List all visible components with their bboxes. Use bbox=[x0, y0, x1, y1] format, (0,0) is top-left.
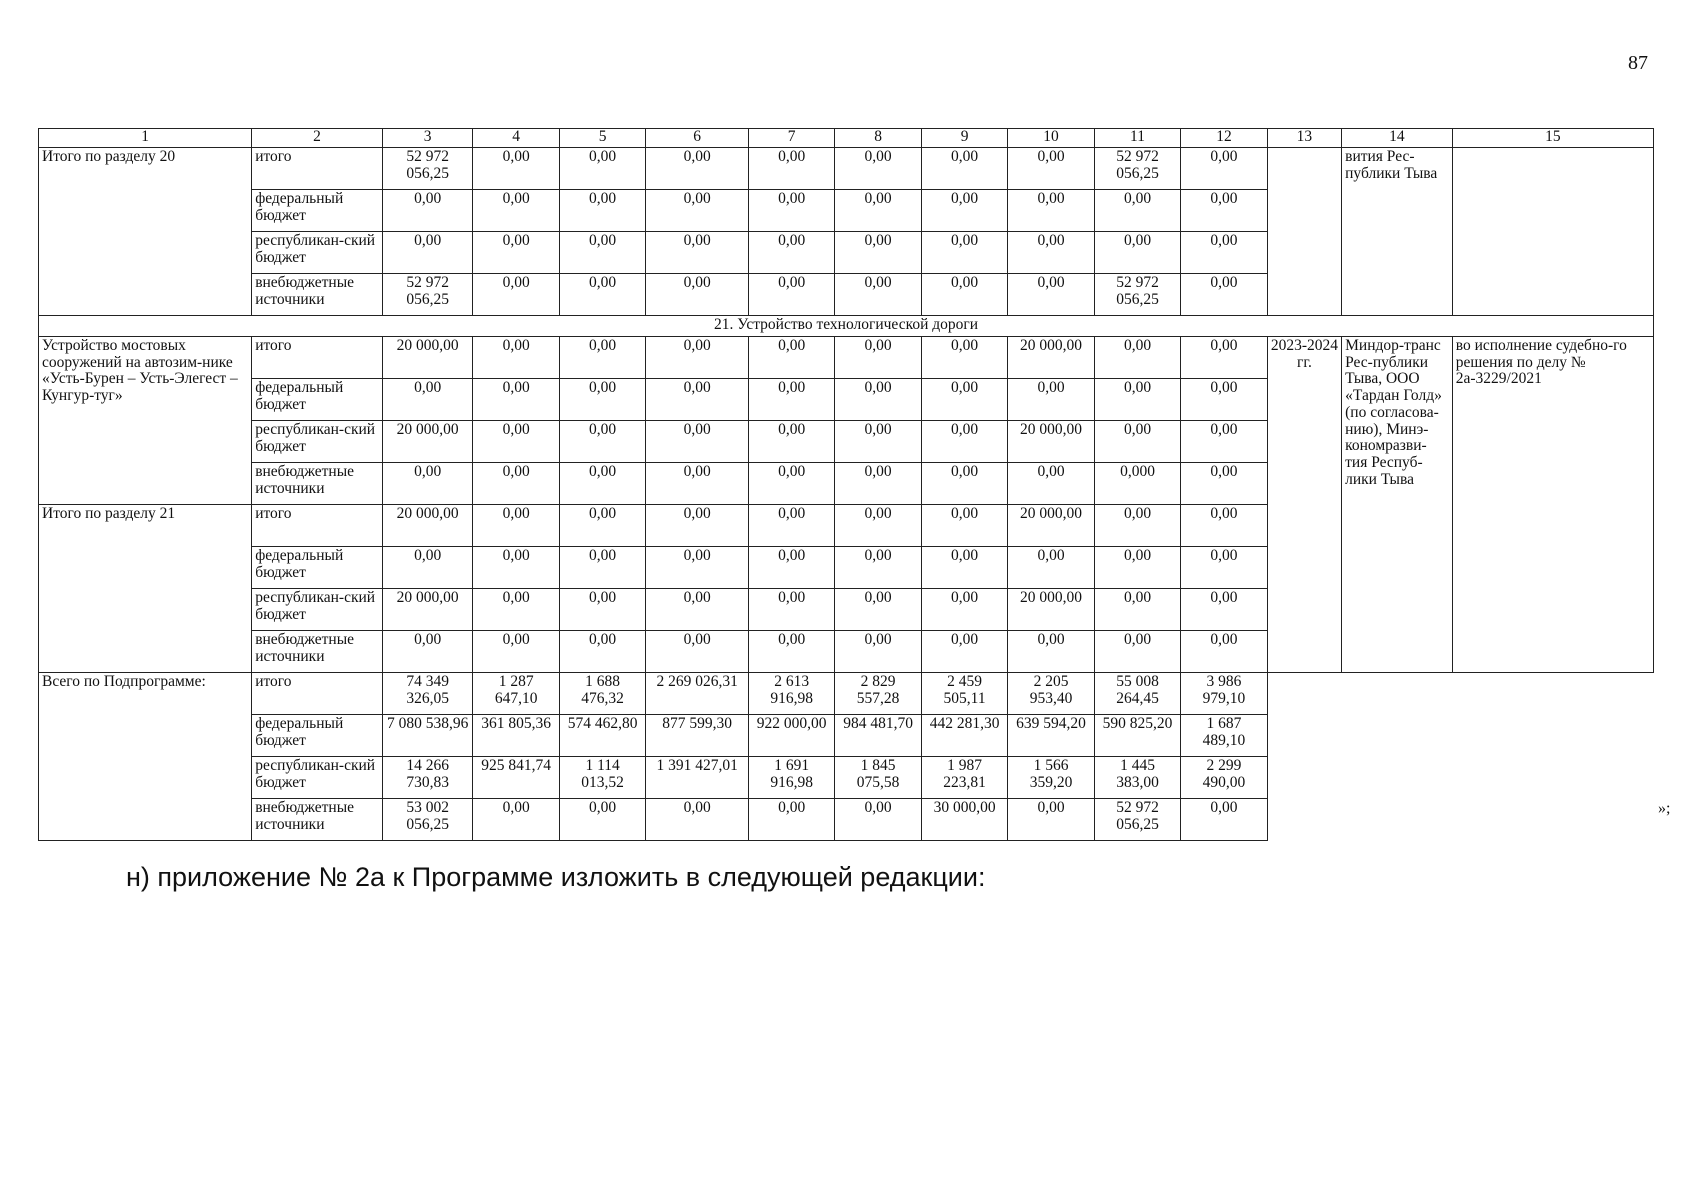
column-header: 15 bbox=[1452, 129, 1653, 148]
amount-cell: 0,00 bbox=[748, 232, 834, 274]
table-row bbox=[39, 148, 1654, 190]
amount-cell: 1 688 476,32 bbox=[559, 673, 645, 715]
instruction-text: н) приложение № 2а к Программе изложить в следующей редакции: bbox=[126, 862, 986, 892]
amount-cell: 0,00 bbox=[646, 337, 749, 379]
column-header: 10 bbox=[1008, 129, 1094, 148]
amount-cell: 0,00 bbox=[748, 274, 834, 316]
amount-cell: 0,00 bbox=[921, 547, 1007, 589]
amount-cell: 0,00 bbox=[473, 463, 559, 505]
amount-cell: 0,00 bbox=[748, 337, 834, 379]
amount-cell: 2 829 557,28 bbox=[835, 673, 921, 715]
funding-source: республикан-ский бюджет bbox=[252, 421, 383, 463]
amount-cell: 30 000,00 bbox=[921, 799, 1007, 841]
amount-cell: 1 987 223,81 bbox=[921, 757, 1007, 799]
period-cell: 2023-2024 гг. bbox=[1267, 337, 1341, 673]
amount-cell: 0,00 bbox=[646, 379, 749, 421]
column-header: 1 bbox=[39, 129, 252, 148]
amount-cell: 0,00 bbox=[835, 379, 921, 421]
row-label: Итого по разделу 21 bbox=[39, 505, 252, 673]
amount-cell: 0,00 bbox=[1094, 421, 1180, 463]
row-label: Устройство мостовых сооружений на автозим-нике «Усть-Бурен – Усть-Элегест – Кунгур-туг» bbox=[39, 337, 252, 505]
amount-cell: 0,00 bbox=[835, 589, 921, 631]
amount-cell: 1 287 647,10 bbox=[473, 673, 559, 715]
amount-cell: 20 000,00 bbox=[1008, 421, 1094, 463]
amount-cell: 0,00 bbox=[748, 463, 834, 505]
basis-cell: во исполнение судебно-го решения по делу № 2а-3229/2021 bbox=[1452, 337, 1653, 673]
funding-source: республикан-ский бюджет bbox=[252, 757, 383, 799]
amount-cell: 2 459 505,11 bbox=[921, 673, 1007, 715]
amount-cell: 0,00 bbox=[473, 232, 559, 274]
amount-cell: 0,00 bbox=[1181, 799, 1267, 841]
amount-cell: 0,00 bbox=[835, 631, 921, 673]
amount-cell: 0,00 bbox=[1094, 505, 1180, 547]
amount-cell: 1 445 383,00 bbox=[1094, 757, 1180, 799]
amount-cell: 0,00 bbox=[835, 232, 921, 274]
amount-cell: 3 986 979,10 bbox=[1181, 673, 1267, 715]
amount-cell: 0,00 bbox=[473, 379, 559, 421]
amount-cell: 0,00 bbox=[473, 589, 559, 631]
amount-cell: 0,00 bbox=[382, 190, 473, 232]
amount-cell: 0,00 bbox=[559, 379, 645, 421]
amount-cell: 0,00 bbox=[473, 799, 559, 841]
amount-cell: 0,00 bbox=[1094, 631, 1180, 673]
amount-cell: 52 972 056,25 bbox=[382, 148, 473, 190]
funding-source: внебюджетные источники bbox=[252, 463, 383, 505]
amount-cell: 0,00 bbox=[559, 631, 645, 673]
amount-cell: 0,00 bbox=[382, 547, 473, 589]
amount-cell: 0,00 bbox=[921, 379, 1007, 421]
amount-cell: 0,00 bbox=[559, 505, 645, 547]
amount-cell: 0,00 bbox=[1094, 379, 1180, 421]
column-header: 12 bbox=[1181, 129, 1267, 148]
amount-cell: 0,00 bbox=[559, 463, 645, 505]
amount-cell: 1 114 013,52 bbox=[559, 757, 645, 799]
amount-cell: 0,00 bbox=[1008, 631, 1094, 673]
amount-cell: 0,00 bbox=[473, 190, 559, 232]
amount-cell: 0,00 bbox=[646, 232, 749, 274]
period-cell bbox=[1267, 148, 1341, 316]
column-header: 5 bbox=[559, 129, 645, 148]
amount-cell: 0,00 bbox=[473, 421, 559, 463]
amount-cell: 0,00 bbox=[835, 463, 921, 505]
amount-cell: 2 269 026,31 bbox=[646, 673, 749, 715]
row-label: Всего по Подпрограмме: bbox=[39, 673, 252, 841]
amount-cell: 0,00 bbox=[646, 631, 749, 673]
amount-cell: 0,00 bbox=[1008, 190, 1094, 232]
column-header: 14 bbox=[1342, 129, 1453, 148]
row-label: Итого по разделу 20 bbox=[39, 148, 252, 316]
amount-cell: 2 205 953,40 bbox=[1008, 673, 1094, 715]
amount-cell: 20 000,00 bbox=[382, 589, 473, 631]
column-header: 9 bbox=[921, 129, 1007, 148]
amount-cell: 0,00 bbox=[559, 148, 645, 190]
funding-source: итого bbox=[252, 673, 383, 715]
amount-cell: 0,00 bbox=[559, 799, 645, 841]
amount-cell: 984 481,70 bbox=[835, 715, 921, 757]
funding-source: республикан-ский бюджет bbox=[252, 589, 383, 631]
amount-cell: 74 349 326,05 bbox=[382, 673, 473, 715]
amount-cell: 0,00 bbox=[559, 589, 645, 631]
amount-cell: 55 008 264,45 bbox=[1094, 673, 1180, 715]
amount-cell: 0,00 bbox=[382, 379, 473, 421]
amount-cell: 14 266 730,83 bbox=[382, 757, 473, 799]
amount-cell: 0,00 bbox=[1094, 232, 1180, 274]
column-header: 7 bbox=[748, 129, 834, 148]
amount-cell: 0,00 bbox=[473, 337, 559, 379]
amount-cell: 0,00 bbox=[646, 463, 749, 505]
amount-cell: 0,00 bbox=[835, 421, 921, 463]
amount-cell: 0,00 bbox=[835, 337, 921, 379]
amount-cell: 0,00 bbox=[1181, 421, 1267, 463]
amount-cell: 52 972 056,25 bbox=[1094, 274, 1180, 316]
column-header: 8 bbox=[835, 129, 921, 148]
funding-source: итого bbox=[252, 337, 383, 379]
amount-cell: 20 000,00 bbox=[1008, 337, 1094, 379]
amount-cell: 0,00 bbox=[921, 232, 1007, 274]
section-title-row bbox=[39, 316, 1654, 337]
amount-cell: 0,00 bbox=[646, 274, 749, 316]
amount-cell: 20 000,00 bbox=[1008, 589, 1094, 631]
column-header: 11 bbox=[1094, 129, 1180, 148]
amount-cell: 20 000,00 bbox=[382, 505, 473, 547]
amount-cell: 2 613 916,98 bbox=[748, 673, 834, 715]
amount-cell: 0,00 bbox=[748, 505, 834, 547]
amount-cell: 0,00 bbox=[1094, 190, 1180, 232]
amount-cell: 0,00 bbox=[748, 589, 834, 631]
column-header: 6 bbox=[646, 129, 749, 148]
amount-cell: 20 000,00 bbox=[1008, 505, 1094, 547]
amount-cell: 0,00 bbox=[559, 547, 645, 589]
amount-cell: 0,00 bbox=[1181, 274, 1267, 316]
closing-quote: »; bbox=[1658, 800, 1671, 817]
amount-cell: 0,00 bbox=[1008, 274, 1094, 316]
amount-cell: 0,00 bbox=[646, 148, 749, 190]
amount-cell: 0,00 bbox=[559, 421, 645, 463]
section-title: 21. Устройство технологической дороги bbox=[39, 316, 1654, 337]
amount-cell: 442 281,30 bbox=[921, 715, 1007, 757]
amount-cell: 0,00 bbox=[473, 547, 559, 589]
amount-cell: 0,00 bbox=[835, 190, 921, 232]
header-row bbox=[39, 129, 1654, 148]
amount-cell: 0,00 bbox=[1181, 337, 1267, 379]
amount-cell: 0,00 bbox=[921, 148, 1007, 190]
amount-cell: 52 972 056,25 bbox=[1094, 148, 1180, 190]
amount-cell: 0,00 bbox=[646, 799, 749, 841]
funding-source: федеральный бюджет bbox=[252, 715, 383, 757]
amount-cell: 0,00 bbox=[1008, 463, 1094, 505]
amount-cell: 0,00 bbox=[473, 631, 559, 673]
funding-source: внебюджетные источники bbox=[252, 799, 383, 841]
amount-cell: 922 000,00 bbox=[748, 715, 834, 757]
amount-cell: 0,00 bbox=[921, 421, 1007, 463]
amount-cell: 0,00 bbox=[748, 190, 834, 232]
amount-cell: 20 000,00 bbox=[382, 421, 473, 463]
amount-cell: 20 000,00 bbox=[382, 337, 473, 379]
page-number: 87 bbox=[1628, 52, 1648, 74]
amount-cell: 0,00 bbox=[921, 337, 1007, 379]
amount-cell: 0,00 bbox=[748, 799, 834, 841]
amount-cell: 0,00 bbox=[1008, 379, 1094, 421]
table-row bbox=[39, 673, 1654, 715]
amount-cell: 0,00 bbox=[835, 274, 921, 316]
amount-cell: 0,00 bbox=[646, 421, 749, 463]
amount-cell: 0,00 bbox=[559, 232, 645, 274]
amount-cell: 877 599,30 bbox=[646, 715, 749, 757]
amount-cell: 0,00 bbox=[921, 463, 1007, 505]
amount-cell: 0,00 bbox=[559, 274, 645, 316]
amount-cell: 0,00 bbox=[646, 589, 749, 631]
amount-cell: 7 080 538,96 bbox=[382, 715, 473, 757]
amount-cell: 0,00 bbox=[559, 190, 645, 232]
funding-source: федеральный бюджет bbox=[252, 190, 383, 232]
amount-cell: 0,00 bbox=[382, 232, 473, 274]
amount-cell: 0,00 bbox=[1181, 190, 1267, 232]
amount-cell: 1 391 427,01 bbox=[646, 757, 749, 799]
amount-cell: 0,00 bbox=[473, 505, 559, 547]
executor-cell: вития Рес-публики Тыва bbox=[1342, 148, 1453, 316]
amount-cell: 0,00 bbox=[921, 274, 1007, 316]
amount-cell: 0,00 bbox=[748, 421, 834, 463]
amount-cell: 0,00 bbox=[1094, 337, 1180, 379]
amount-cell: 0,00 bbox=[1181, 505, 1267, 547]
budget-table bbox=[38, 128, 1654, 841]
amount-cell: 53 002 056,25 bbox=[382, 799, 473, 841]
column-header: 2 bbox=[252, 129, 383, 148]
column-header: 4 bbox=[473, 129, 559, 148]
column-header: 13 bbox=[1267, 129, 1341, 148]
amount-cell: 0,00 bbox=[748, 631, 834, 673]
amount-cell: 1 687 489,10 bbox=[1181, 715, 1267, 757]
amount-cell: 52 972 056,25 bbox=[382, 274, 473, 316]
amount-cell: 0,00 bbox=[473, 148, 559, 190]
amount-cell: 0,00 bbox=[1181, 379, 1267, 421]
amount-cell: 0,00 bbox=[921, 589, 1007, 631]
amount-cell: 0,00 bbox=[1181, 463, 1267, 505]
amount-cell: 0,00 bbox=[921, 190, 1007, 232]
amount-cell: 0,00 bbox=[835, 505, 921, 547]
amount-cell: 0,00 bbox=[835, 799, 921, 841]
amount-cell: 0,00 bbox=[748, 379, 834, 421]
amount-cell: 0,00 bbox=[646, 547, 749, 589]
column-header: 3 bbox=[382, 129, 473, 148]
funding-source: итого bbox=[252, 148, 383, 190]
amount-cell: 0,00 bbox=[1181, 148, 1267, 190]
amount-cell: 639 594,20 bbox=[1008, 715, 1094, 757]
amount-cell: 0,00 bbox=[559, 337, 645, 379]
amount-cell: 0,00 bbox=[1094, 589, 1180, 631]
amount-cell: 0,00 bbox=[473, 274, 559, 316]
amount-cell: 2 299 490,00 bbox=[1181, 757, 1267, 799]
empty-tail-cell bbox=[1267, 673, 1653, 841]
amount-cell: 0,00 bbox=[1094, 547, 1180, 589]
amount-cell: 0,00 bbox=[921, 631, 1007, 673]
amount-cell: 52 972 056,25 bbox=[1094, 799, 1180, 841]
funding-source: внебюджетные источники bbox=[252, 274, 383, 316]
amount-cell: 0,00 bbox=[1008, 799, 1094, 841]
amount-cell: 0,00 bbox=[646, 190, 749, 232]
amount-cell: 1 566 359,20 bbox=[1008, 757, 1094, 799]
funding-source: внебюджетные источники bbox=[252, 631, 383, 673]
amount-cell: 0,00 bbox=[1181, 232, 1267, 274]
amount-cell: 0,00 bbox=[835, 148, 921, 190]
funding-source: федеральный бюджет bbox=[252, 379, 383, 421]
amount-cell: 0,00 bbox=[382, 463, 473, 505]
funding-source: республикан-ский бюджет bbox=[252, 232, 383, 274]
funding-source: федеральный бюджет bbox=[252, 547, 383, 589]
amount-cell: 0,00 bbox=[1008, 232, 1094, 274]
executor-cell: Миндор-транс Рес-публики Тыва, ООО «Тардан Голд» (по согласова-нию), Минэ-кономразви-тия Респуб-лики Тыва bbox=[1342, 337, 1453, 673]
amount-cell: 0,00 bbox=[382, 631, 473, 673]
funding-source: итого bbox=[252, 505, 383, 547]
amount-cell: 925 841,74 bbox=[473, 757, 559, 799]
amount-cell: 0,00 bbox=[646, 505, 749, 547]
amount-cell: 361 805,36 bbox=[473, 715, 559, 757]
amount-cell: 0,00 bbox=[835, 547, 921, 589]
table-row bbox=[39, 337, 1654, 379]
amount-cell: 0,00 bbox=[1008, 547, 1094, 589]
amount-cell: 0,00 bbox=[748, 148, 834, 190]
amount-cell: 0,00 bbox=[748, 547, 834, 589]
amount-cell: 590 825,20 bbox=[1094, 715, 1180, 757]
amount-cell: 1 845 075,58 bbox=[835, 757, 921, 799]
amount-cell: 0,00 bbox=[1181, 631, 1267, 673]
basis-cell bbox=[1452, 148, 1653, 316]
amount-cell: 574 462,80 bbox=[559, 715, 645, 757]
amount-cell: 0,00 bbox=[1008, 148, 1094, 190]
amount-cell: 0,00 bbox=[921, 505, 1007, 547]
amount-cell: 0,00 bbox=[1181, 589, 1267, 631]
amount-cell: 0,00 bbox=[1181, 547, 1267, 589]
amount-cell: 0,000 bbox=[1094, 463, 1180, 505]
amount-cell: 1 691 916,98 bbox=[748, 757, 834, 799]
